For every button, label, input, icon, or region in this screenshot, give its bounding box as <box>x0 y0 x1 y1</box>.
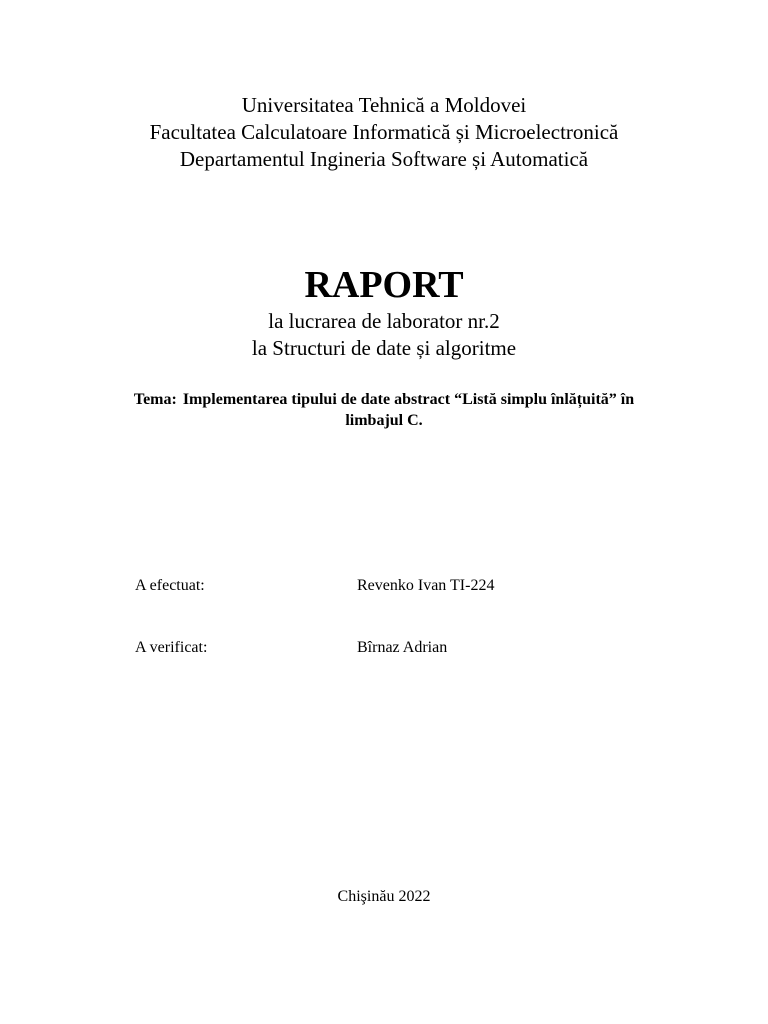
theme-text-1: Implementarea tipului de date abstract “Listă simplu înlățuită” în <box>182 391 635 408</box>
department-name: Departamentul Ingineria Software și Automatică <box>179 147 589 171</box>
place-and-year: Chişinău 2022 <box>337 888 431 905</box>
performed-by-value: Revenko Ivan TI-224 <box>357 577 495 594</box>
university-name: Universitatea Tehnică a Moldovei <box>241 93 527 117</box>
report-subtitle <box>0 308 768 362</box>
theme-line-2: limbajul C. <box>345 412 423 429</box>
theme-label: Tema: <box>133 391 177 408</box>
lab-work-line: la lucrarea de laborator nr.2 <box>268 309 500 333</box>
verified-by-value: Bîrnaz Adrian <box>357 639 448 656</box>
faculty-name: Facultatea Calculatoare Informatică și Microelectronică <box>149 120 619 144</box>
institution-header <box>0 92 768 173</box>
report-title: RAPORT <box>304 264 464 306</box>
performed-by-label: A efectuat: <box>135 577 205 594</box>
report-theme <box>100 389 668 431</box>
verified-by-label: A verificat: <box>135 639 208 656</box>
theme-line-1 <box>100 389 668 410</box>
course-line: la Structuri de date și algoritme <box>251 336 517 360</box>
